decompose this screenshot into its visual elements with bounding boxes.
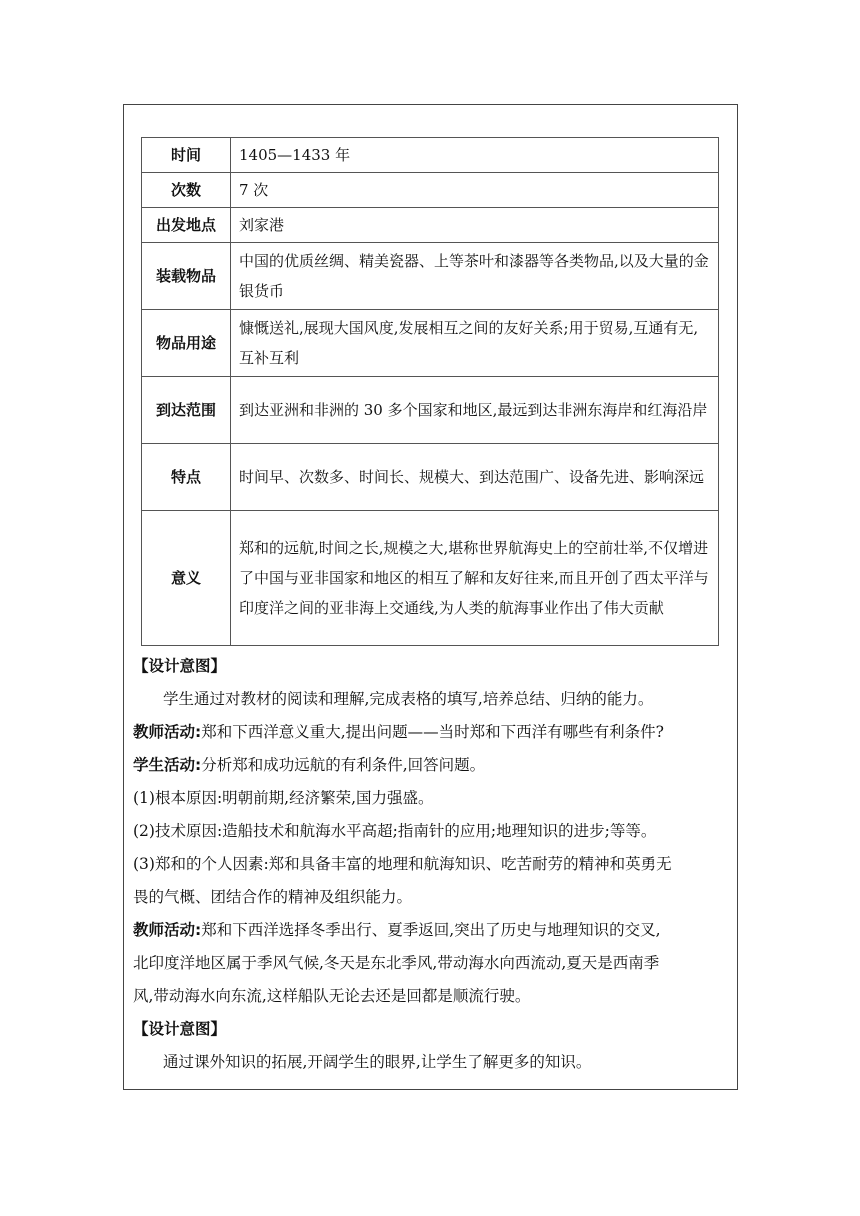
design-intent-heading: 【设计意图】 xyxy=(133,657,227,675)
voyage-info-table xyxy=(141,137,719,646)
teacher-activity-2 xyxy=(133,914,733,947)
student-activity xyxy=(133,749,733,782)
point-3-line-2: 畏的气概、团结合作的精神及组织能力。 xyxy=(133,888,413,906)
table-row xyxy=(142,243,719,310)
point-2: (2)技术原因:造船技术和航海水平高超;指南针的应用;地理知识的进步;等等。 xyxy=(133,822,657,840)
teacher-activity-2-line-3: 风,带动海水向东流,这样船队无论去还是回都是顺流行驶。 xyxy=(133,987,531,1005)
student-activity-text: 分析郑和成功远航的有利条件,回答问题。 xyxy=(201,756,486,774)
row-value-significance: 郑和的远航,时间之长,规模之大,堪称世界航海史上的空前壮举,不仅增进了中国与亚非国家和地区的相互了解和友好往来,而且开创了西太平洋与印度洋之间的亚非海上交通线,为人类的航海事业作出了伟大贡献 xyxy=(231,511,719,646)
row-key-time: 时间 xyxy=(142,138,231,173)
row-key-count: 次数 xyxy=(142,173,231,208)
table-row xyxy=(142,444,719,511)
table-row xyxy=(142,377,719,444)
point-3-line-1: (3)郑和的个人因素:郑和具备丰富的地理和航海知识、吃苦耐劳的精神和英勇无 xyxy=(133,855,672,873)
teacher-activity-label: 教师活动: xyxy=(133,723,202,741)
row-key-features: 特点 xyxy=(142,444,231,511)
lesson-text xyxy=(133,650,733,1079)
row-value-range: 到达亚洲和非洲的 30 多个国家和地区,最远到达非洲东海岸和红海沿岸 xyxy=(231,377,719,444)
row-key-significance: 意义 xyxy=(142,511,231,646)
row-value-departure: 刘家港 xyxy=(231,208,719,243)
row-value-purpose: 慷慨送礼,展现大国风度,发展相互之间的友好关系;用于贸易,互通有无,互补互利 xyxy=(231,310,719,377)
teacher-activity-1 xyxy=(133,716,733,749)
row-value-count: 7 次 xyxy=(231,173,719,208)
row-value-time: 1405—1433 年 xyxy=(231,138,719,173)
table-row xyxy=(142,511,719,646)
table-row xyxy=(142,310,719,377)
teacher-activity-label: 教师活动: xyxy=(133,921,202,939)
row-key-range: 到达范围 xyxy=(142,377,231,444)
teacher-activity-2-line-2: 北印度洋地区属于季风气候,冬天是东北季风,带动海水向西流动,夏天是西南季 xyxy=(133,954,660,972)
table-row xyxy=(142,138,719,173)
student-activity-label: 学生活动: xyxy=(133,756,202,774)
teacher-activity-text: 郑和下西洋意义重大,提出问题——当时郑和下西洋有哪些有利条件? xyxy=(201,723,664,741)
row-key-departure: 出发地点 xyxy=(142,208,231,243)
table-row xyxy=(142,208,719,243)
row-value-features: 时间早、次数多、时间长、规模大、到达范围广、设备先进、影响深远 xyxy=(231,444,719,511)
design-intent-heading: 【设计意图】 xyxy=(133,1020,227,1038)
table-row xyxy=(142,173,719,208)
teacher-activity-text: 郑和下西洋选择冬季出行、夏季返回,突出了历史与地理知识的交叉, xyxy=(201,921,661,939)
row-value-cargo: 中国的优质丝绸、精美瓷器、上等茶叶和漆器等各类物品,以及大量的金银货币 xyxy=(231,243,719,310)
row-key-purpose: 物品用途 xyxy=(142,310,231,377)
point-1: (1)根本原因:明朝前期,经济繁荣,国力强盛。 xyxy=(133,789,434,807)
row-key-cargo: 装载物品 xyxy=(142,243,231,310)
design-intent-text: 通过课外知识的拓展,开阔学生的眼界,让学生了解更多的知识。 xyxy=(163,1053,592,1071)
design-intent-text: 学生通过对教材的阅读和理解,完成表格的填写,培养总结、归纳的能力。 xyxy=(163,690,654,708)
